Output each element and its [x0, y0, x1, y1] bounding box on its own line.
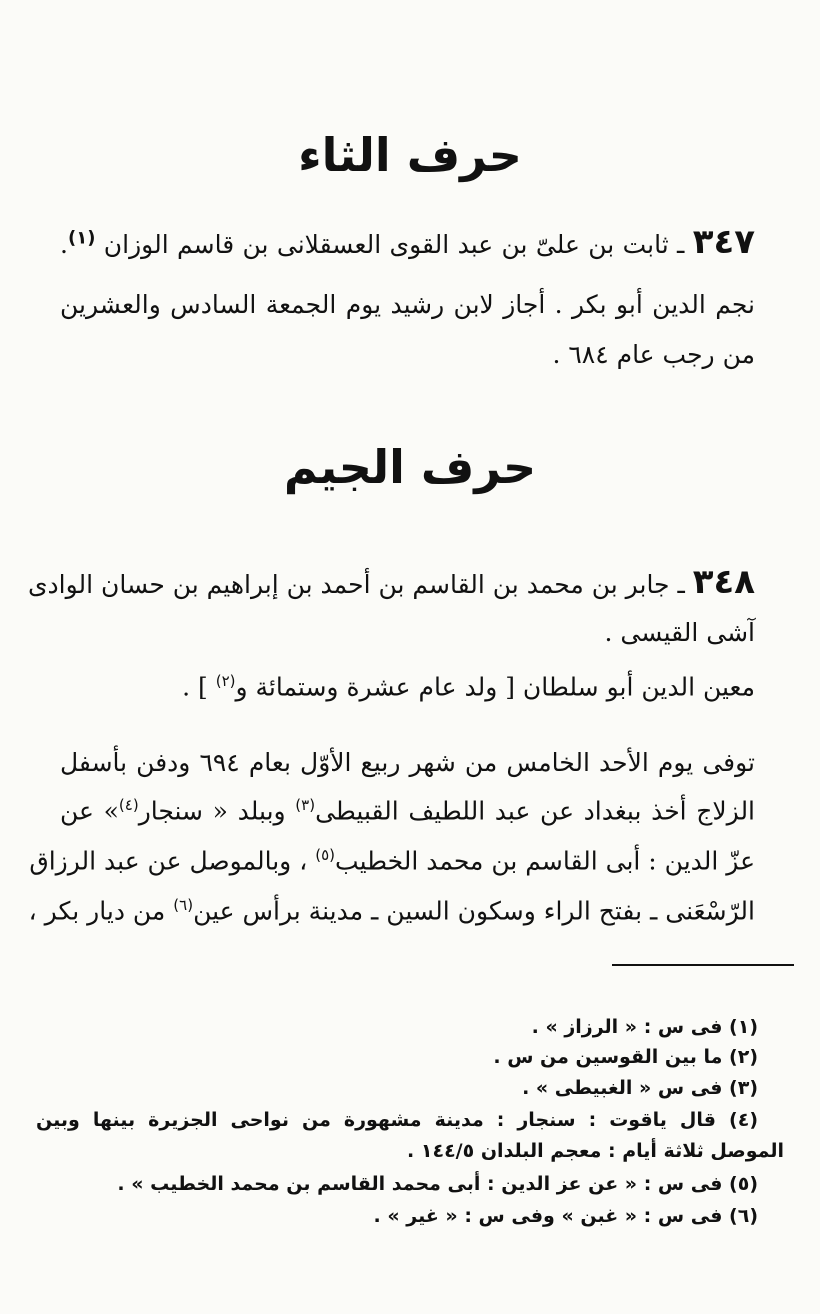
footnote-ref: (٥) [315, 846, 336, 864]
entry-348-line-3: معين الدين أبو سلطان [ ولد عام عشرة وستمائة و$^{(٢)}$ ] . [182, 672, 755, 702]
entry-347-line-3: من رجب عام ٦٨٤ . [552, 340, 755, 369]
entry-348-line-2: آشى القيسى . [604, 618, 755, 647]
footnote-3: (٣) فى س « الغبيطى » . [522, 1077, 758, 1099]
section-heading-tha: حرف الثاء [298, 128, 522, 182]
footnote-ref: (٣) [295, 796, 316, 814]
entry-347-line-2: نجم الدين أبو بكر . أجاز لابن رشيد يوم الجمعة السادس والعشرين [60, 290, 755, 319]
entry-347-line-1: ٣٤٧ ـ ثابت بن علىّ بن عبد القوى العسقلانى بن قاسم الوزان $^{(١)}$. [60, 222, 756, 262]
entry-348-line-1: ٣٤٨ ـ جابر بن محمد بن القاسم بن أحمد بن إبراهيم بن حسان الوادى [27, 562, 755, 602]
footnote-1: (١) فى س : « الرزاز » . [531, 1016, 758, 1038]
footnote-2: (٢) ما بين القوسين من س . [493, 1046, 758, 1068]
entry-348-line-6: عزّ الدين : أبى القاسم بن محمد الخطيب$^{(٥)}$ ، وبالموصل عن عبد الرزاق [29, 846, 755, 876]
footnote-6: (٦) فى س : « غبن » وفى س : « غير » . [373, 1205, 758, 1227]
entry-348-line-7: الرّسْعَنى ـ بفتح الراء وسكون السين ـ مدينة برأس عين$^{(٦)}$ من ديار بكر ، [28, 896, 755, 926]
footnote-separator [612, 964, 794, 966]
entry-348-line-4: توفى يوم الأحد الخامس من شهر ربيع الأوّل بعام ٦٩٤ ودفن بأسفل [60, 748, 755, 777]
footnote-ref: (١) [67, 227, 96, 249]
footnote-4-continued: الموصل ثلاثة أيام : معجم البلدان ١٤٤/٥ . [407, 1140, 784, 1162]
footnote-ref: (٤) [118, 796, 139, 814]
section-heading-jim: حرف الجيم [283, 440, 537, 494]
entry-348-line-5: الزلاج أخذ ببغداد عن عبد اللطيف القبيطى$^{(٣)}$ وببلد « سنجار$^{(٤)}$» عن [60, 796, 756, 826]
footnote-ref: (٢) [215, 672, 236, 690]
footnote-4: (٤) قال ياقوت : سنجار : مدينة مشهورة من نواحى الجزيرة بينها وبين [36, 1109, 758, 1131]
entry-number: ٣٤٧ [692, 222, 756, 262]
footnote-ref: (٦) [173, 896, 194, 914]
entry-number: ٣٤٨ [692, 562, 755, 602]
footnote-5: (٥) فى س : « عن عز الدين : أبى محمد القاسم بن محمد الخطيب » . [117, 1173, 758, 1195]
